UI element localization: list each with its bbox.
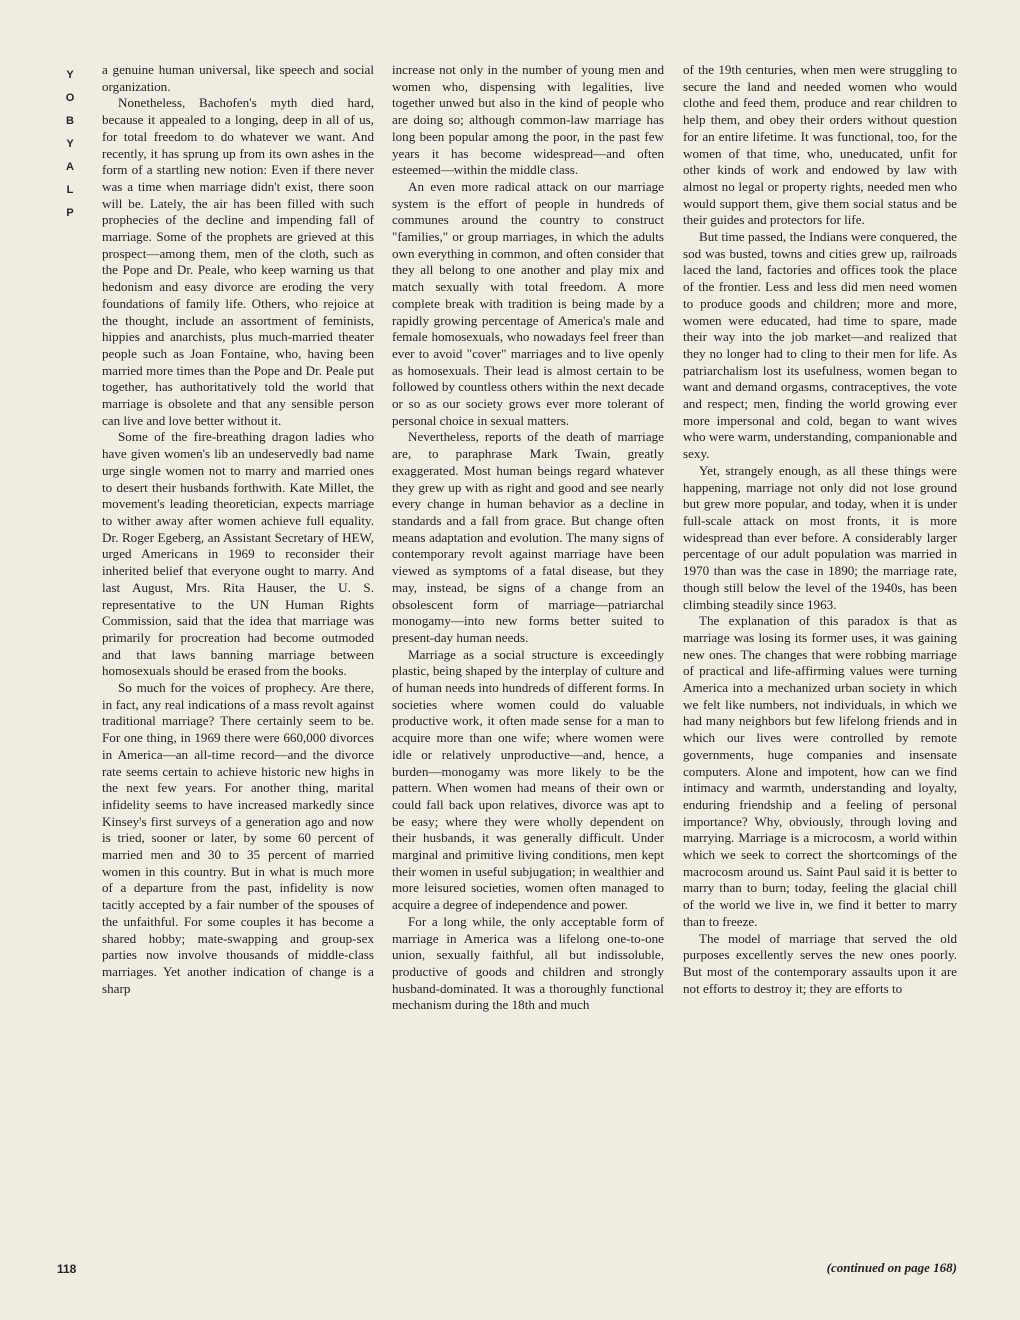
- magazine-letter: Y: [66, 138, 74, 150]
- magazine-letter: A: [66, 161, 74, 173]
- body-paragraph: So much for the voices of prophecy. Are there, in fact, any real indications of a mass revolt against traditional marriage? There certainly seem to be. For one thing, in 1969 there were 660,000 divorces in America—an all-time record—and the divorce rate seems certain to achieve historic new highs in the next few years. For another thing, marital infidelity seems to have increased markedly since Kinsey's first surveys of a generation ago and now is tried, sooner or later, by some 60 percent of married men and 30 to 35 percent of married women in this country. But in what is much more of a departure from the past, infidelity is now tacitly accepted by a fair number of the spouses of the unfaithful. For some couples it has become a shared hobby; mate-swapping and group-sex parties now involve thousands of middle-class marriages. Yet another indication of change is a sharp: [102, 680, 374, 996]
- text-column-3: [683, 62, 957, 997]
- magazine-name-vertical: [60, 64, 80, 225]
- body-paragraph: The model of marriage that served the old purposes excellently serves the new ones poorly. But most of the contemporary assaults upon it are not efforts to destroy it; they are efforts to: [683, 930, 957, 996]
- body-paragraph: Yet, strangely enough, as all these things were happening, marriage not only did not lose ground but grew more popular, and today, when it is under full-scale attack on most fronts, it is more widespread than ever before. A considerably larger percentage of our adult population was married in 1970 than was the case in 1890; the marriage rate, though still below the level of the 1940s, has been climbing steadily since 1963.: [683, 462, 957, 612]
- body-paragraph: Some of the fire-breathing dragon ladies who have given women's lib an undeservedly bad name urge single women not to marry and married ones to desert their husbands forthwith. Kate Millet, the movement's leading theoretician, expects marriage to wither away after women achieve full equality. Dr. Roger Egeberg, an Assistant Secretary of HEW, urged Americans in 1969 to reconsider their inherited belief that everyone ought to marry. And last August, Mrs. Rita Hauser, the U. S. representative to the UN Human Rights Commission, said that the idea that marriage was primarily for procreation had become outmoded and that laws banning marriage between homosexuals should be erased from the books.: [102, 429, 374, 679]
- text-column-2: [392, 62, 664, 1014]
- body-paragraph: But time passed, the Indians were conquered, the sod was busted, towns and cities grew up, railroads laced the land, factories and offices took the place of the frontier. Less and less did men need women to produce goods and children; more and more, women were educated, had time to spare, made their way into the job market—and realized that they no longer had to cling to their men for life. As patriarchalism lost its usefulness, women began to want and demand orgasms, contraceptives, the vote and respect; men, finding the world growing ever more impersonal and cold, began to want wives who were warm, understanding, companionable and sexy.: [683, 229, 957, 462]
- body-paragraph: Marriage as a social structure is exceedingly plastic, being shaped by the interplay of culture and of human needs into hundreds of different forms. In societies where women could do valuable productive work, it often made sense for a man to acquire more than one wife; where women were idle or relatively unproductive—and, hence, a burden—monogamy was more likely to be the pattern. When women had means of their own or could fall back upon relatives, divorce was apt to be easy; where they were wholly dependent on their husbands, it was generally difficult. Under marginal and primitive living conditions, men kept their women in useful subjugation; in wealthier and more leisured societies, women often managed to acquire a degree of independence and power.: [392, 646, 664, 913]
- body-paragraph: of the 19th centuries, when men were struggling to secure the land and needed women who would clothe and feed them, produce and rear children to help them, and obey their orders without question for an entire lifetime. It was functional, too, for the women of that time, who, uneducated, unfit for other kinds of work and endowed by law with almost no legal or property rights, needed men who would support them, give them social status and be their guides and protectors for life.: [683, 62, 957, 228]
- body-paragraph: increase not only in the number of young men and women who, dispensing with legalities, live together unwed but also in the kind of people who are doing so; although common-law marriage has long been popular among the poor, in the past few years it has become widespread—and often esteemed—within the middle class.: [392, 62, 664, 178]
- magazine-letter: L: [66, 184, 74, 196]
- body-paragraph: For a long while, the only acceptable form of marriage in America was a lifelong one-to-one union, sexually faithful, all but indissoluble, productive of goods and children and strongly husband-dominated. It was a thoroughly functional mechanism during the 18th and much: [392, 913, 664, 1013]
- page-number: 118: [57, 1262, 77, 1276]
- magazine-letter: B: [66, 115, 74, 127]
- magazine-letter: Y: [66, 69, 74, 81]
- body-paragraph: The explanation of this paradox is that as marriage was losing its former uses, it was gaining new ones. The changes that were robbing marriage of practical and life-affirming values were turning America into a mechanized urban society in which we felt like numbers, not individuals, in which we had many neighbors but few lifelong friends and in which our lives were controlled by remote governments, huge companies and insensate computers. Alone and impotent, how can we find intimacy and warmth, understanding and loyalty, enduring friendship and a feeling of personal importance? Why, obviously, through loving and marrying. Marriage is a microcosm, a world within which we seek to correct the shortcomings of the macrocosm around us. Saint Paul said it is better to marry than to burn; today, feeling the glacial chill of the world we live in, we find it better to marry than to freeze.: [683, 613, 957, 929]
- continued-note: (continued on page 168): [826, 1260, 957, 1275]
- body-paragraph: a genuine human universal, like speech and social organization.: [102, 62, 374, 94]
- body-paragraph: Nonetheless, Bachofen's myth died hard, because it appealed to a longing, deep in all of us, for total freedom to do whatever we want. And recently, it has sprung up from its own ashes in the form of a startling new notion: Even if there never was a time when marriage didn't exist, there soon will be. Lately, the air has been filled with such prophecies of the decline and impending fall of marriage. Some of the prophets are grieved at this prospect—among them, men of the cloth, such as the Pope and Dr. Peale, who keep warning us that hedonism and easy divorce are eroding the very foundations of family life. Others, who rejoice at the thought, include an assortment of feminists, hippies and anarchists, plus much-married theater people such as Joan Fontaine, who, having been married more times than the Pope and Dr. Peale put together, has authoritatively told the world that marriage is obsolete and that any sensible person can live and love better without it.: [102, 95, 374, 428]
- body-paragraph: An even more radical attack on our marriage system is the effort of people in hundreds of communes around the country to construct "families," or group marriages, in which the adults own everything in common, and often consider that they all belong to one another and play mix and match sexually with total freedom. A more complete break with tradition is being made by a rapidly growing percentage of America's male and female homosexuals, who nowadays feel freer than ever to avoid "cover" marriages and to live openly as homosexuals. Their lead is almost certain to be followed by countless others within the next decade or so as our society grows ever more tolerant of personal choice in sexual matters.: [392, 178, 664, 428]
- magazine-letter: P: [66, 207, 74, 219]
- body-paragraph: Nevertheless, reports of the death of marriage are, to paraphrase Mark Twain, greatly exaggerated. Most human beings regard whatever they grew up with as right and good and see nearly every change in human behavior as a decline in standards and a fall from grace. But change often means adaptation and evolution. The many signs of contemporary revolt against marriage have been viewed as symptoms of a fatal disease, but they may, instead, be signs of a change from an obsolescent form of marriage—patriarchal monogamy—into new forms better suited to present-day human needs.: [392, 429, 664, 645]
- text-column-1: [102, 62, 374, 997]
- magazine-letter: O: [65, 92, 75, 104]
